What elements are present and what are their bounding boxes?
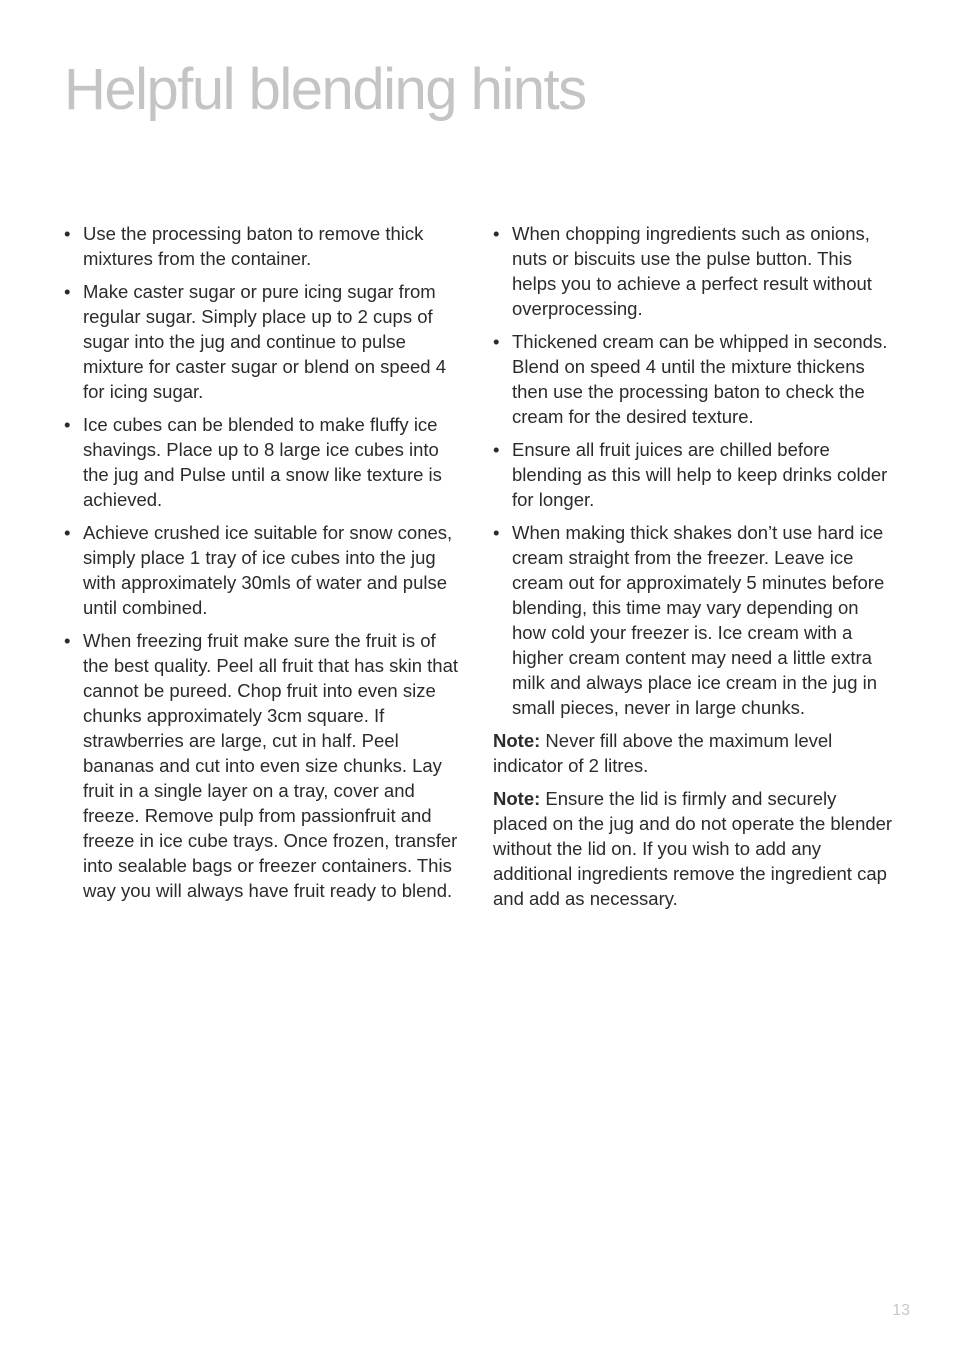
- list-item: [493, 221, 893, 321]
- list-item: [64, 628, 464, 903]
- right-column: [493, 221, 893, 919]
- bullet-icon: •: [493, 522, 500, 543]
- bullet-icon: •: [64, 223, 71, 244]
- left-column: [64, 221, 464, 911]
- left-hints-list: [64, 221, 464, 903]
- note-max-level: [493, 728, 893, 778]
- hint-text: Achieve crushed ice suitable for snow cones, simply place 1 tray of ice cubes into the jug with approximately 30mls of water and pulse until combined.: [83, 522, 453, 618]
- list-item: [64, 221, 464, 271]
- bullet-icon: •: [493, 439, 500, 460]
- note-text: Never fill above the maximum level indicator of 2 litres.: [493, 730, 833, 776]
- hint-text: Ice cubes can be blended to make fluffy ice shavings. Place up to 8 large ice cubes into the jug and Pulse until a snow like texture is achieved.: [83, 414, 442, 510]
- bullet-icon: •: [64, 630, 71, 651]
- hint-text: Ensure all fruit juices are chilled before blending as this will help to keep drinks colder for longer.: [512, 439, 888, 510]
- hint-text: When freezing fruit make sure the fruit is of the best quality. Peel all fruit that has skin that cannot be pureed. Chop fruit into even size chunks approximately 3cm square. If strawberries are large, cut in half. Peel bananas and cut into even size chunks. Lay fruit in a single layer on a tray, cover and freeze. Remove pulp from passionfruit and freeze in ice cube trays. Once frozen, transfer into sealable bags or freezer containers. This way you will always have fruit ready to blend.: [83, 630, 459, 901]
- note-text: Ensure the lid is firmly and securely placed on the jug and do not operate the blender without the lid on. If you wish to add any additional ingredients remove the ingredient cap and add as necessary.: [493, 788, 893, 909]
- bullet-icon: •: [493, 331, 500, 352]
- bullet-icon: •: [64, 414, 71, 435]
- list-item: [64, 520, 464, 620]
- hint-text: Make caster sugar or pure icing sugar from regular sugar. Simply place up to 2 cups of sugar into the jug and continue to pulse mixture for caster sugar or blend on speed 4 for icing sugar.: [83, 281, 446, 402]
- note-label: Note:: [493, 730, 541, 751]
- hint-text: Use the processing baton to remove thick mixtures from the container.: [83, 223, 424, 269]
- hint-text: When chopping ingredients such as onions, nuts or biscuits use the pulse button. This helps you to achieve a perfect result without overprocessing.: [512, 223, 872, 319]
- bullet-icon: •: [493, 223, 500, 244]
- page-number: 13: [892, 1302, 910, 1319]
- right-hints-list: [493, 221, 893, 720]
- list-item: [493, 329, 893, 429]
- list-item: [64, 412, 464, 512]
- hint-text: Thickened cream can be whipped in seconds. Blend on speed 4 until the mixture thickens then use the processing baton to check the cream for the desired texture.: [512, 331, 888, 427]
- bullet-icon: •: [64, 522, 71, 543]
- hint-text: When making thick shakes don’t use hard ice cream straight from the freezer. Leave ice cream out for approximately 5 minutes before blending, this time may vary depending on how cold your freezer is. Ice cream with a higher cream content may need a little extra milk and always place ice cream in the jug in small pieces, never in large chunks.: [512, 522, 885, 718]
- note-label: Note:: [493, 788, 541, 809]
- list-item: [493, 520, 893, 720]
- page-title: Helpful blending hints: [64, 57, 586, 122]
- list-item: [64, 279, 464, 404]
- bullet-icon: •: [64, 281, 71, 302]
- note-lid: [493, 786, 893, 911]
- list-item: [493, 437, 893, 512]
